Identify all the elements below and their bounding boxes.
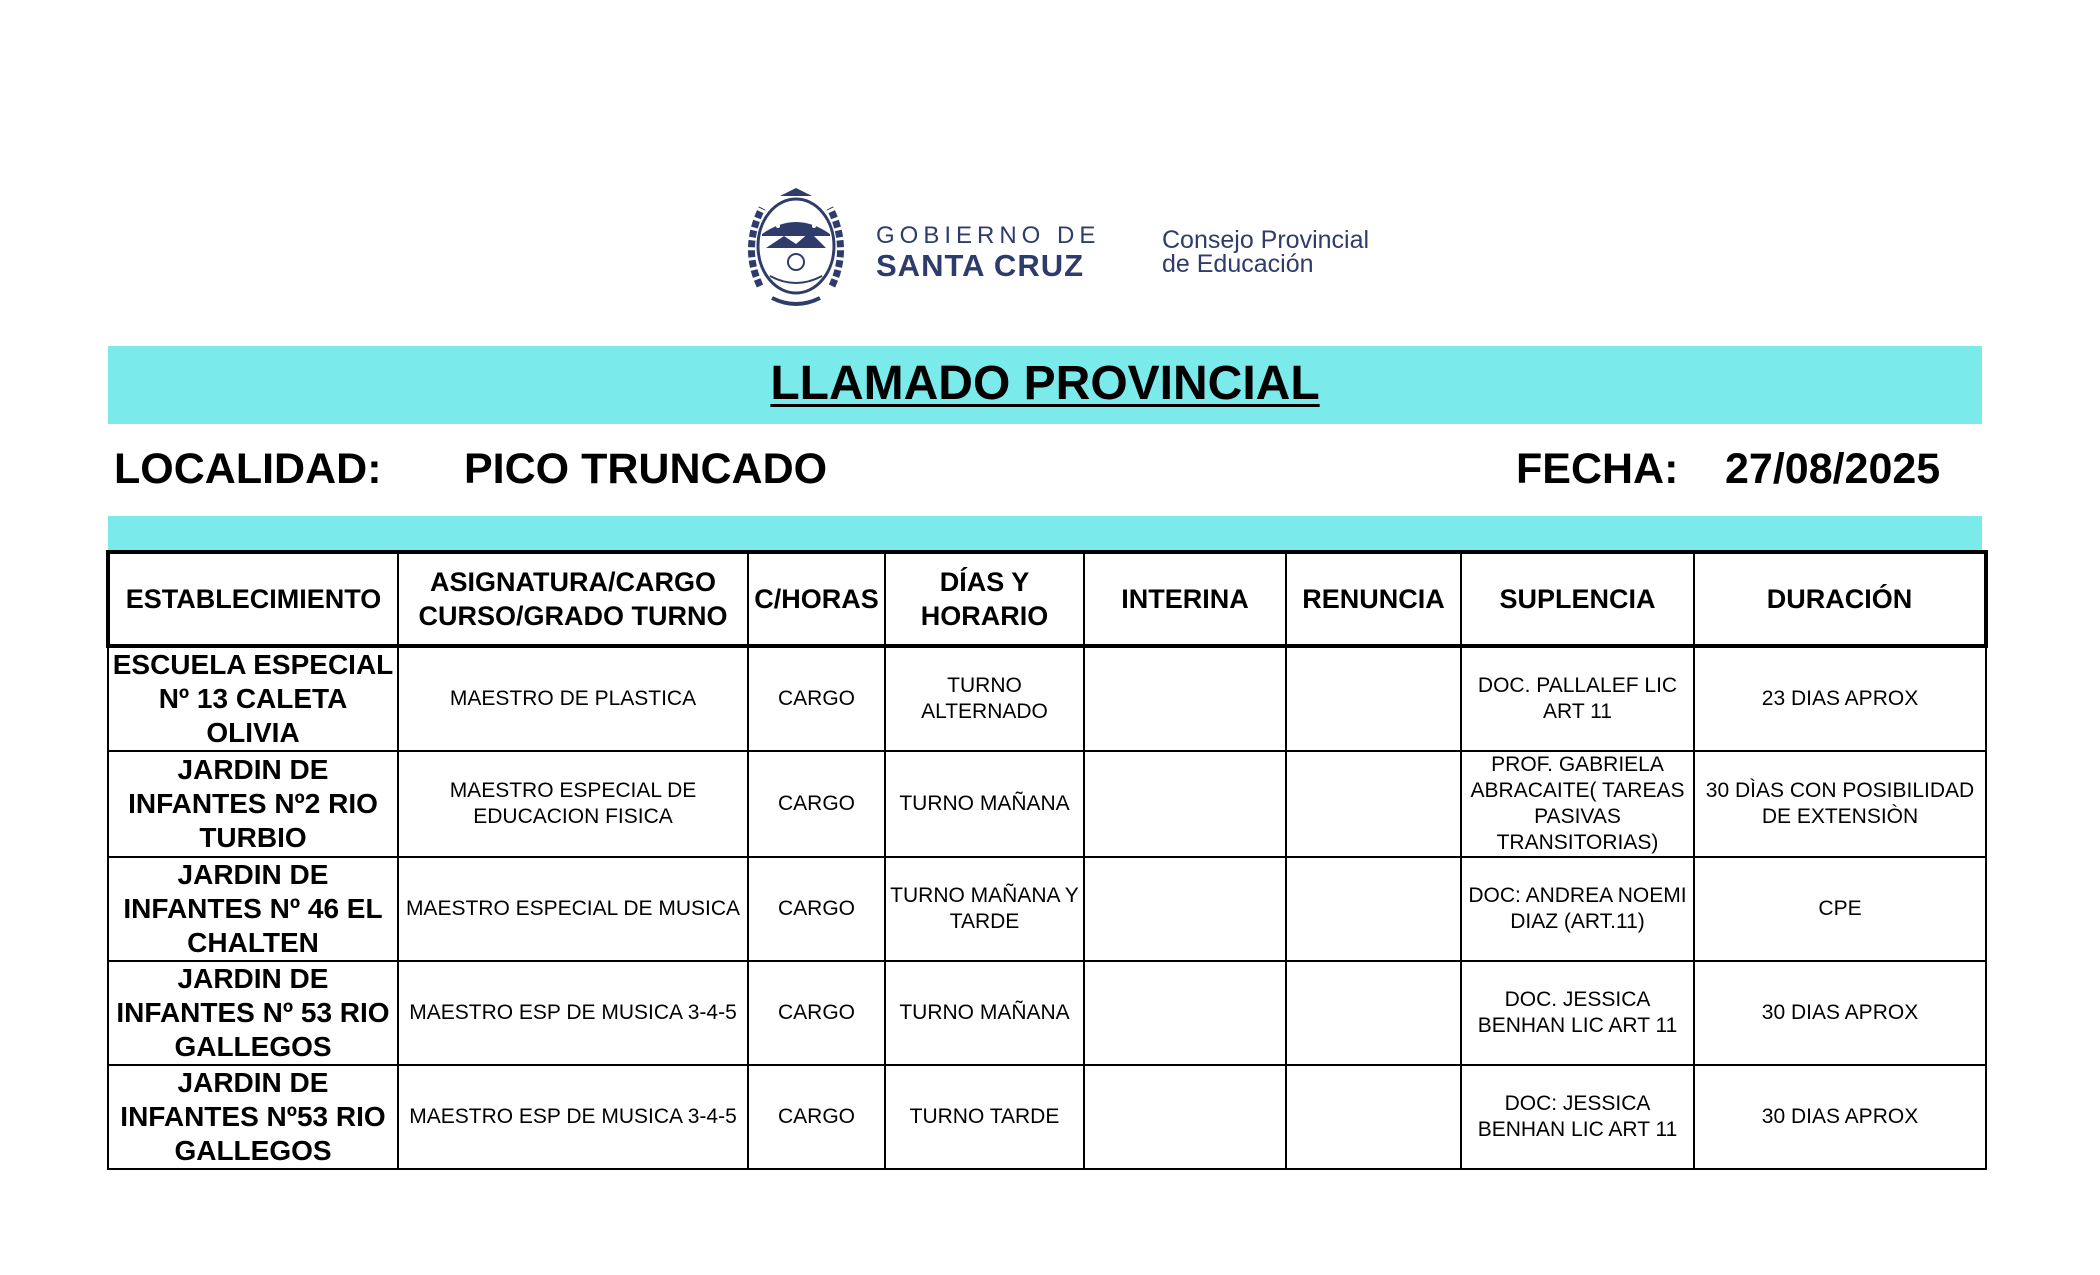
cell-horas: CARGO [748, 646, 885, 751]
cell-interina [1084, 751, 1286, 857]
page-title: LLAMADO PROVINCIAL [770, 357, 1320, 410]
gobierno-line1: GOBIERNO DE [876, 222, 1101, 249]
cell-horas: CARGO [748, 751, 885, 857]
table-row [108, 1065, 1986, 1169]
cell-horas: CARGO [748, 1065, 885, 1169]
cell-dias-horario: TURNO ALTERNADO [885, 646, 1084, 751]
cell-interina [1084, 1065, 1286, 1169]
cell-interina [1084, 857, 1286, 961]
cell-establecimiento: JARDIN DE INFANTES Nº 53 RIO GALLEGOS [108, 961, 398, 1065]
cell-dias-horario: TURNO MAÑANA Y TARDE [885, 857, 1084, 961]
fecha-label: FECHA: [1516, 445, 1679, 493]
header-logo [740, 186, 1400, 311]
table-header-row [108, 552, 1986, 646]
cell-establecimiento: JARDIN DE INFANTES Nº 46 EL CHALTEN [108, 857, 398, 961]
cell-establecimiento: JARDIN DE INFANTES Nº53 RIO GALLEGOS [108, 1065, 398, 1169]
cell-suplencia: PROF. GABRIELA ABRACAITE( TAREAS PASIVAS TRANSITORIAS) [1461, 751, 1694, 857]
cell-asignatura: MAESTRO ESP DE MUSICA 3-4-5 [398, 961, 748, 1065]
table-row [108, 646, 1986, 751]
cell-horas: CARGO [748, 961, 885, 1065]
table-row [108, 961, 1986, 1065]
localidad-label: LOCALIDAD: [114, 445, 382, 493]
cell-asignatura: MAESTRO DE PLASTICA [398, 646, 748, 751]
cell-suplencia: DOC: JESSICA BENHAN LIC ART 11 [1461, 1065, 1694, 1169]
cell-interina [1084, 961, 1286, 1065]
cell-dias-horario: TURNO MAÑANA [885, 751, 1084, 857]
province-seal-icon [740, 186, 852, 311]
consejo-line1: Consejo Provincial [1162, 226, 1370, 254]
cell-suplencia: DOC: ANDREA NOEMI DIAZ (ART.11) [1461, 857, 1694, 961]
header-asignatura: ASIGNATURA/CARGO CURSO/GRADO TURNO [398, 552, 748, 646]
cell-suplencia: DOC. PALLALEF LIC ART 11 [1461, 646, 1694, 751]
cell-renuncia [1286, 1065, 1461, 1169]
cell-duracion: 30 DIAS APROX [1694, 1065, 1986, 1169]
cell-asignatura: MAESTRO ESPECIAL DE MUSICA [398, 857, 748, 961]
header-suplencia: SUPLENCIA [1461, 552, 1694, 646]
table-row [108, 857, 1986, 961]
cell-establecimiento: ESCUELA ESPECIAL Nº 13 CALETA OLIVIA [108, 646, 398, 751]
header-duracion: DURACIÓN [1694, 552, 1986, 646]
cell-establecimiento: JARDIN DE INFANTES Nº2 RIO TURBIO [108, 751, 398, 857]
cell-asignatura: MAESTRO ESP DE MUSICA 3-4-5 [398, 1065, 748, 1169]
header-interina: INTERINA [1084, 552, 1286, 646]
vacancy-table [106, 550, 1988, 1170]
header-dias-horario: DÍAS Y HORARIO [885, 552, 1084, 646]
cell-renuncia [1286, 857, 1461, 961]
cell-renuncia [1286, 961, 1461, 1065]
localidad-value: PICO TRUNCADO [464, 445, 828, 493]
consejo-line2: de Educación [1162, 250, 1314, 278]
fecha-value: 27/08/2025 [1725, 445, 1941, 493]
title-band [108, 346, 1982, 424]
separator-band [108, 516, 1982, 550]
cell-renuncia [1286, 751, 1461, 857]
cell-interina [1084, 646, 1286, 751]
gobierno-line2: SANTA CRUZ [876, 248, 1085, 283]
cell-horas: CARGO [748, 857, 885, 961]
cell-duracion: 30 DIAS APROX [1694, 961, 1986, 1065]
cell-dias-horario: TURNO MAÑANA [885, 961, 1084, 1065]
cell-duracion: 23 DIAS APROX [1694, 646, 1986, 751]
table-row [108, 751, 1986, 857]
cell-suplencia: DOC. JESSICA BENHAN LIC ART 11 [1461, 961, 1694, 1065]
cell-duracion: 30 DÌAS CON POSIBILIDAD DE EXTENSIÒN [1694, 751, 1986, 857]
header-horas: C/HORAS [748, 552, 885, 646]
cell-dias-horario: TURNO TARDE [885, 1065, 1084, 1169]
header-establecimiento: ESTABLECIMIENTO [108, 552, 398, 646]
header-renuncia: RENUNCIA [1286, 552, 1461, 646]
cell-renuncia [1286, 646, 1461, 751]
cell-asignatura: MAESTRO ESPECIAL DE EDUCACION FISICA [398, 751, 748, 857]
cell-duracion: CPE [1694, 857, 1986, 961]
